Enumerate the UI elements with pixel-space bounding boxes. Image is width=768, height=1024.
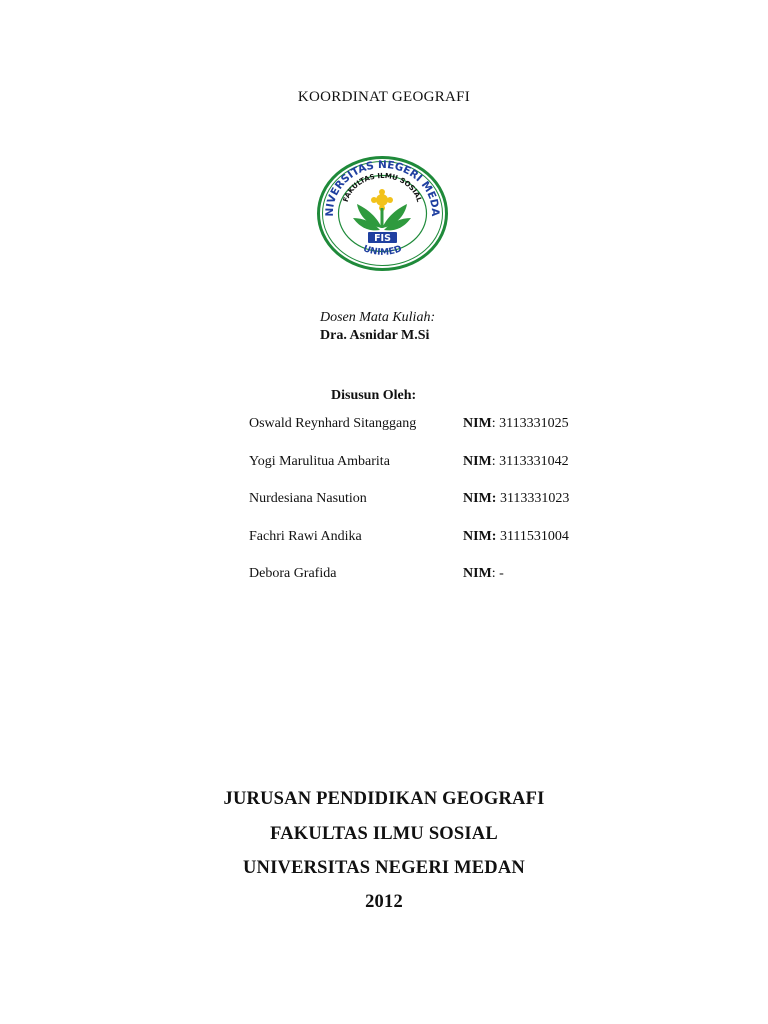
nim-value: 3113331042 [499, 453, 569, 469]
member-nim [463, 566, 504, 582]
lecturer-role-label: Dosen Mata Kuliah: [320, 310, 436, 325]
seal-ring-text-bottom: UNIMED [361, 244, 404, 258]
member-row [249, 416, 609, 454]
department-name: JURUSAN PENDIDIKAN GEOGRAFI [223, 789, 545, 809]
member-name: Yogi Marulitua Ambarita [249, 453, 390, 469]
nim-value: 3111531004 [499, 528, 569, 544]
nim-separator: : [491, 453, 500, 469]
nim-value: - [499, 566, 504, 581]
member-nim [463, 491, 569, 507]
member-nim [463, 529, 569, 545]
faculty-name: FAKULTAS ILMU SOSIAL [270, 824, 498, 844]
university-seal-icon [317, 156, 448, 271]
seal-center-label: FIS [374, 233, 391, 244]
nim-value: 3113331023 [499, 491, 570, 506]
member-name: Oswald Reynhard Sitanggang [249, 416, 417, 431]
member-row [249, 491, 609, 529]
compiled-by-heading: Disusun Oleh: [331, 388, 417, 403]
member-name: Nurdesiana Nasution [249, 491, 367, 506]
seal-inner-text: FAKULTAS ILMU SOSIAL [341, 171, 424, 203]
nim-label: NIM [463, 416, 492, 431]
member-list [249, 416, 609, 604]
document-title: KOORDINAT GEOGRAFI [297, 89, 471, 105]
member-row [249, 454, 609, 492]
university-name: UNIVERSITAS NEGERI MEDAN [242, 858, 525, 878]
nim-separator: : [491, 416, 500, 431]
member-name: Fachri Rawi Andika [249, 528, 362, 544]
nim-label: NIM: [463, 528, 497, 544]
member-row [249, 566, 609, 604]
member-name: Debora Grafida [249, 566, 337, 581]
year: 2012 [365, 892, 403, 912]
nim-label: NIM [463, 566, 492, 581]
nim-label: NIM: [463, 491, 497, 506]
member-row [249, 529, 609, 567]
nim-label: NIM [463, 453, 492, 469]
nim-value: 3113331025 [499, 416, 569, 431]
lecturer-name: Dra. Asnidar M.Si [320, 328, 430, 343]
member-nim [463, 454, 569, 470]
nim-separator: : [491, 566, 500, 581]
member-nim [463, 416, 569, 432]
seal-ring-text-top: NIVERSITAS NEGERI MEDA [323, 158, 442, 217]
